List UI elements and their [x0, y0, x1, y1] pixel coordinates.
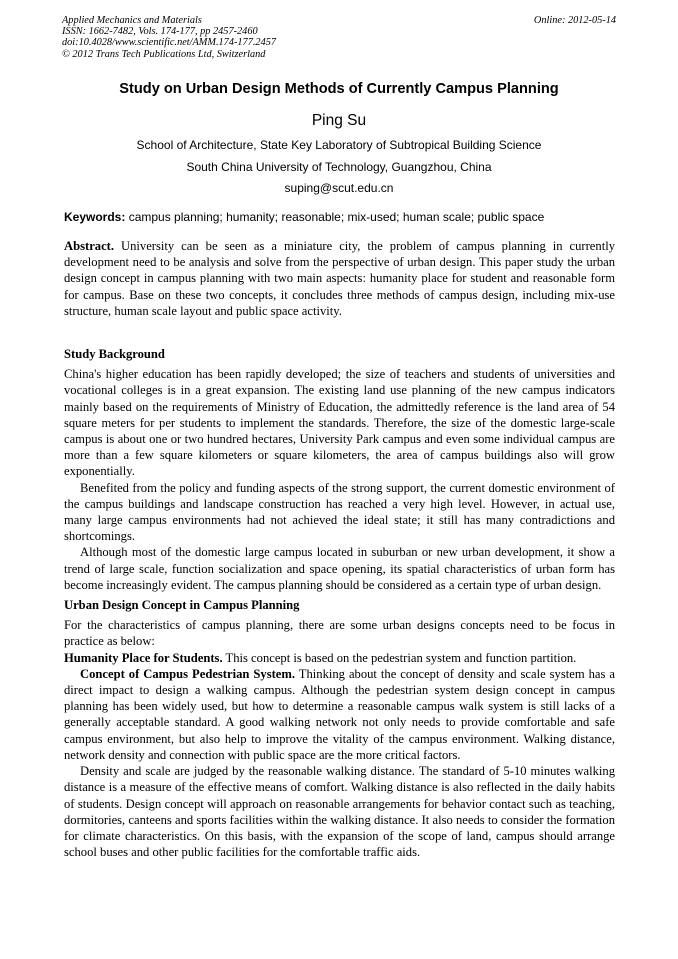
subsection-text: Thinking about the concept of density and scale system has a direct impact to design a walking campus. Although the pedestrian system design concept in campus planning has been widely used, but how to determine a reasonable campus walk system is still lacks of a generally acceptable standard. A good walking network not only needs to provide comfortable and safe campus environment, but also help to improve the vitality of the campus environment. Walking distance, network density and connection with public space are the more critical factors. — [64, 666, 615, 762]
affiliation-line-1: School of Architecture, State Key Laboratory of Subtropical Building Science — [136, 138, 542, 152]
keywords-label: Keywords: — [64, 210, 126, 224]
subsection-humanity — [64, 650, 615, 666]
paragraph: Benefited from the policy and funding aspects of the strong support, the current domestic environment of the campus buildings and landscape construction has reached a very high level. However, in actual use, many large campus environments had not achieved the ideal state; it still has many contradictions and shortcomings. — [64, 480, 615, 544]
paper-title: Study on Urban Design Methods of Currently Campus Planning — [119, 81, 559, 97]
subsection-label: Concept of Campus Pedestrian System. — [80, 666, 296, 681]
abstract-text: University can be seen as a miniature city, the problem of campus planning in currently development need to be analysis and solve from the perspective of urban design. This paper study the urban design concept in campus planning with two main aspects: humanity place for student and reasonable form for campus. Base on these two concepts, it concludes three methods of campus design, including mix-use structure, human scale layout and public space activity. — [64, 239, 615, 318]
subsection-pedestrian — [64, 666, 615, 763]
keywords-text: campus planning; humanity; reasonable; mix-used; human scale; public space — [128, 210, 545, 224]
keywords — [64, 210, 616, 224]
section-heading-urban-design: Urban Design Concept in Campus Planning — [64, 598, 300, 613]
online-date: Online: 2012-05-14 — [533, 15, 616, 26]
section-heading-background: Study Background — [64, 347, 165, 362]
subsection-text: This concept is based on the pedestrian system and function partition. — [222, 650, 577, 665]
paragraph: Density and scale are judged by the reasonable walking distance. The standard of 5-10 minutes walking distance is a measure of the effective means of comfort. Walking distance is also reflected in the daily habits of students. Design concept will approach on reasonable arrangements for behavior contact such as teaching, dormitories, canteens and sports facilities within the walking distance. It also needs to consider the formation for climate characteristics. On this basis, with the expansion of the scope of land, campus should arrange school buses and other public facilities for the comfortable traffic aids. — [64, 764, 615, 860]
abstract-label: Abstract. — [64, 239, 115, 253]
author-email: suping@scut.edu.cn — [284, 181, 394, 195]
subsection-label: Humanity Place for Students. — [64, 650, 223, 665]
paragraph: China's higher education has been rapidly developed; the size of teachers and students of universities and vocational colleges is in a great expansion. The existing land use planning of the new campus indicators mainly based on the requirements of Ministry of Education, the admittedly reference is the land area of 54 square meters for per students to implement the standards. Therefore, the size of the domestic large-scale campus is about one or two hundred hectares, University Park campus and even some individual campus are more than a few square kilometers or square kilometers, the area of campus buildings also will grow exponentially. — [64, 367, 615, 479]
doi-line: doi:10.4028/www.scientific.net/AMM.174-177.2457 — [62, 37, 277, 49]
issn-line: ISSN: 1662-7482, Vols. 174-177, pp 2457-2460 — [62, 26, 258, 38]
paper-body — [64, 238, 615, 860]
copyright-line: © 2012 Trans Tech Publications Ltd, Switzerland — [62, 48, 266, 60]
affiliation-line-2: South China University of Technology, Guangzhou, China — [186, 160, 492, 174]
journal-header — [62, 15, 616, 60]
abstract — [64, 238, 615, 319]
paragraph: Although most of the domestic large campus located in suburban or new urban development, it show a trend of large scale, function socialization and space opening, its spatial characteristics of urban form has become increasingly evident. The campus planning should be considered as a certain type of urban design. — [64, 545, 615, 592]
paragraph: For the characteristics of campus planning, there are some urban designs concepts need to be focus in practice as below: — [64, 618, 615, 649]
journal-name: Applied Mechanics and Materials — [62, 15, 202, 26]
author-name: Ping Su — [311, 112, 367, 129]
